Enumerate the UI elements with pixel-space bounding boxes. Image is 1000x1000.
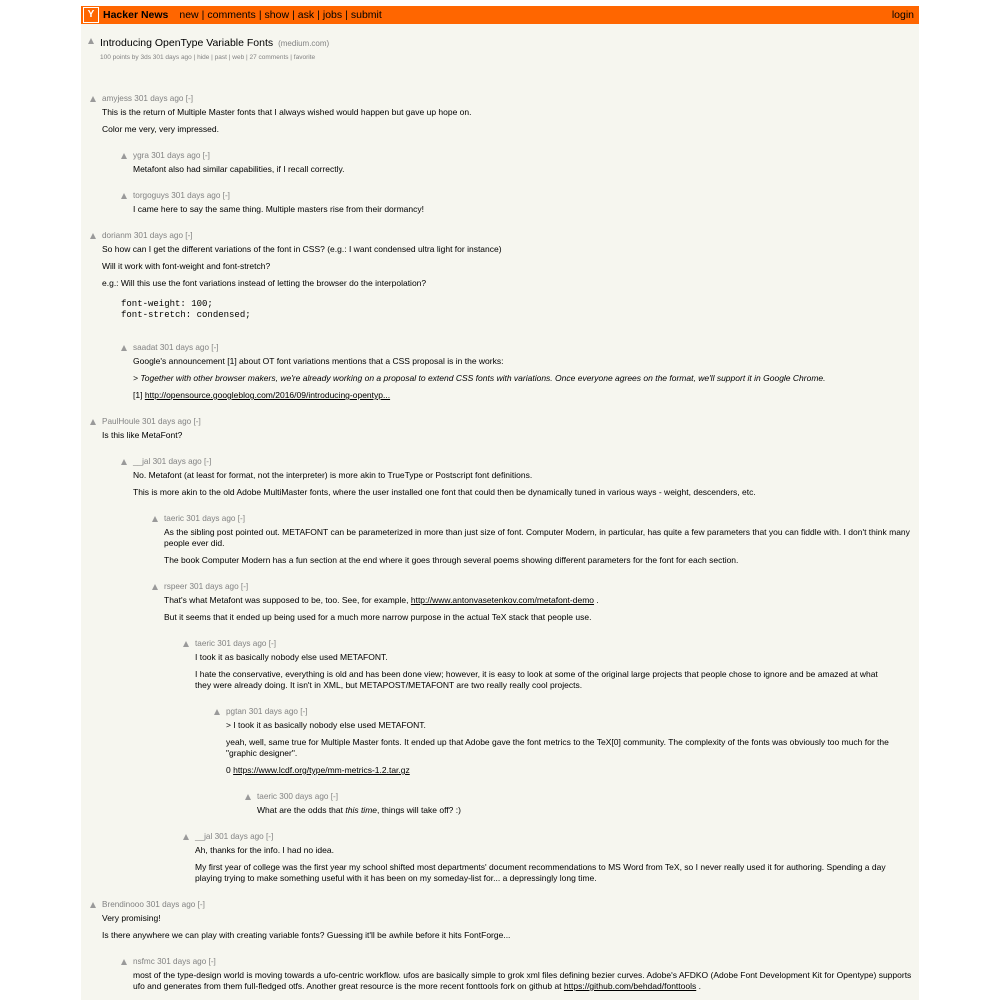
- upvote-arrow-icon[interactable]: [121, 459, 127, 465]
- comment-line: So how can I get the different variations of the font in CSS? (e.g.: I want condensed ultra light for instance): [102, 244, 502, 254]
- upvote-arrow-icon[interactable]: [121, 345, 127, 351]
- comment-text: [102, 244, 902, 289]
- upvote-arrow-icon[interactable]: [214, 709, 220, 715]
- comment-text: [133, 970, 913, 992]
- comment-head[interactable]: taeric 301 days ago [-]: [164, 514, 246, 523]
- nav-show[interactable]: show: [264, 9, 290, 21]
- comment-line: This is the return of Multiple Master fonts that I always wished would happen but gave up hope on.: [102, 107, 472, 117]
- upvote-arrow-icon[interactable]: [152, 584, 158, 590]
- upvote-arrow-icon[interactable]: [183, 834, 189, 840]
- comment-line: What are the odds that: [257, 805, 346, 815]
- nav-links: [179, 9, 381, 21]
- comment-text: [195, 845, 895, 884]
- comment-line: My first year of college was the first year my school shifted most departments' document recommendations to MS Word from TeX, so I never really used it for authoring. Spending a day playing trying to make something useful with it has been on my someday-list for... a depressingly long time.: [195, 862, 886, 883]
- comment-line: The book Computer Modern has a fun section at the end where it goes through several poems showing different parameters for the font for each section.: [164, 555, 739, 565]
- code-block: [121, 299, 251, 321]
- code-line: font-stretch: condensed;: [121, 310, 251, 320]
- nav-ask[interactable]: ask: [297, 9, 315, 21]
- nav-separator: |: [258, 9, 262, 21]
- comment-text: [164, 527, 914, 566]
- upvote-arrow-icon[interactable]: [90, 419, 96, 425]
- hn-page: [81, 6, 919, 1000]
- story-subtext: 100 points by 3ds 301 days ago | hide | past | web | 27 comments | favorite: [100, 54, 316, 61]
- story-title: [100, 37, 329, 49]
- comment-head[interactable]: taeric 301 days ago [-]: [195, 639, 277, 648]
- comment-line: Is this like MetaFont?: [102, 430, 183, 440]
- code-line: font-weight: 100;: [121, 299, 213, 309]
- comment-line-end: .: [594, 595, 599, 605]
- comment-text: [102, 107, 902, 135]
- nav-separator: |: [345, 9, 348, 21]
- comment-line: Metafont also had similar capabilities, if I recall correctly.: [133, 164, 345, 174]
- nav-comments[interactable]: comments: [207, 9, 256, 21]
- nav-new[interactable]: new: [179, 9, 199, 21]
- comment-line: Is there anywhere we can play with creating variable fonts? Guessing it'll be awhile before it hits FontForge...: [102, 930, 511, 940]
- upvote-arrow-icon[interactable]: [121, 959, 127, 965]
- comment-text: [164, 595, 914, 623]
- nav-separator: |: [317, 9, 320, 21]
- comment-text: [195, 652, 895, 691]
- comment-link[interactable]: http://www.antonvasetenkov.com/metafont-demo: [410, 595, 595, 605]
- comment-head[interactable]: dorianm 301 days ago [-]: [102, 231, 193, 240]
- comment-text: [133, 356, 913, 401]
- comment-head[interactable]: pgtan 301 days ago [-]: [226, 707, 308, 716]
- comment-text: [102, 913, 902, 941]
- upvote-arrow-icon[interactable]: [90, 96, 96, 102]
- comment-head[interactable]: taeric 300 days ago [-]: [257, 792, 339, 801]
- comment-line: e.g.: Will this use the font variations instead of letting the browser do the interpolation?: [102, 278, 427, 288]
- upvote-arrow-icon[interactable]: [90, 233, 96, 239]
- comment-line-end: .: [696, 981, 701, 991]
- comment-head[interactable]: saadat 301 days ago [-]: [133, 343, 219, 352]
- comment-link[interactable]: https://www.lcdf.org/type/mm-metrics-1.2.tar.gz: [233, 765, 410, 775]
- comment-line: I hate the conservative, everything is old and has been done view; however, it is easy to look at some of the original large projects that people chose to ignore and be amazed at what they were already doing. It isn't in XML, but METAPOST/METAFONT are two really really cool projects.: [195, 669, 878, 690]
- nav-submit[interactable]: submit: [350, 9, 382, 21]
- header-bar: [81, 6, 919, 24]
- footnote-marker: [1]: [133, 390, 145, 400]
- comment-link[interactable]: http://opensource.googleblog.com/2016/09/introducing-opentyp...: [144, 390, 391, 400]
- comment-head[interactable]: PaulHoule 301 days ago [-]: [102, 417, 201, 426]
- upvote-arrow-icon[interactable]: [121, 193, 127, 199]
- comment-link[interactable]: https://github.com/behdad/fonttools: [563, 981, 697, 991]
- nav-separator: |: [201, 9, 205, 21]
- site-name-link[interactable]: Hacker News: [103, 9, 169, 21]
- upvote-arrow-icon[interactable]: [88, 38, 94, 44]
- comment-head[interactable]: __jal 301 days ago [-]: [195, 832, 274, 841]
- comment-text: [226, 720, 906, 776]
- comment-line: This is more akin to the old Adobe MultiMaster fonts, where the user installed one font that could then be dynamically tuned in various ways - weight, descenders, etc.: [133, 487, 756, 497]
- comment-line: I took it as basically nobody else used METAFONT.: [195, 652, 388, 662]
- emphasis: this time: [345, 805, 378, 815]
- comment-line: No. Metafont (at least for format, not the interpreter) is more akin to TrueType or Postscript font definitions.: [133, 470, 533, 480]
- upvote-arrow-icon[interactable]: [245, 794, 251, 800]
- upvote-arrow-icon[interactable]: [90, 902, 96, 908]
- comment-line: Color me very, very impressed.: [102, 124, 219, 134]
- comment-text: [133, 204, 903, 215]
- comment-line: Very promising!: [102, 913, 161, 923]
- comment-head[interactable]: ygra 301 days ago [-]: [133, 151, 210, 160]
- comment-line: most of the type-design world is moving towards a ufo-centric workflow. ufos are basically simple to grok xml files defining bezier curves. Adobe's AFDKO (Adobe Font Development Kit for Opentype) supports ufo and generates from them full-fledged otfs. Another great resource is the more recent fonttools fork on github at: [133, 970, 912, 991]
- comment-line: Ah, thanks for the info. I had no idea.: [195, 845, 334, 855]
- comment-text: [133, 470, 913, 498]
- comment-line: But it seems that it ended up being used for a much more narrow purpose in the actual TeX stack that people use.: [164, 612, 592, 622]
- story-domain[interactable]: (medium.com): [278, 39, 330, 48]
- comment-head[interactable]: torgoguys 301 days ago [-]: [133, 191, 230, 200]
- comment-head[interactable]: nsfmc 301 days ago [-]: [133, 957, 216, 966]
- comment-line: Will it work with font-weight and font-stretch?: [102, 261, 271, 271]
- comment-head[interactable]: Brendinooo 301 days ago [-]: [102, 900, 205, 909]
- comment-head[interactable]: __jal 301 days ago [-]: [133, 457, 212, 466]
- comment-line-end: , things will take off? :): [377, 805, 461, 815]
- comment-text: [257, 805, 907, 816]
- nav-separator: |: [292, 9, 295, 21]
- comment-line: I came here to say the same thing. Multiple masters rise from their dormancy!: [133, 204, 425, 214]
- comment-text: [102, 430, 902, 441]
- comment-line: As the sibling post pointed out. METAFONT can be parameterized in more than just size of font. Computer Modern, in particular, has quite a few parameters that you can fiddle with. I don't think many people ever did.: [164, 527, 910, 548]
- footnote-marker: 0: [226, 765, 234, 775]
- upvote-arrow-icon[interactable]: [152, 516, 158, 522]
- upvote-arrow-icon[interactable]: [121, 153, 127, 159]
- comment-line: That's what Metafont was supposed to be, too. See, for example,: [164, 595, 411, 605]
- comment-text: [133, 164, 903, 175]
- nav-jobs[interactable]: jobs: [322, 9, 343, 21]
- comment-line: > I took it as basically nobody else used METAFONT.: [226, 720, 426, 730]
- upvote-arrow-icon[interactable]: [183, 641, 189, 647]
- comment-head[interactable]: amyjess 301 days ago [-]: [102, 94, 194, 103]
- comment-head[interactable]: rspeer 301 days ago [-]: [164, 582, 249, 591]
- quoted-line: > Together with other browser makers, we're already working on a proposal to extend CSS fonts with variations. Once everyone agrees on the format, we'll support it in Google Chrome.: [133, 373, 826, 383]
- comment-line: Google's announcement [1] about OT font variations mentions that a CSS proposal is in the works:: [133, 356, 504, 366]
- y-logo-icon[interactable]: Y: [83, 7, 99, 23]
- login-link[interactable]: login: [891, 9, 914, 21]
- story-title-link[interactable]: Introducing OpenType Variable Fonts: [100, 37, 274, 49]
- comment-line: yeah, well, same true for Multiple Master fonts. It ended up that Adobe gave the font metrics to the TeX[0] community. The complexity of the fonts was obviously too much for the "graphic designer".: [226, 737, 889, 758]
